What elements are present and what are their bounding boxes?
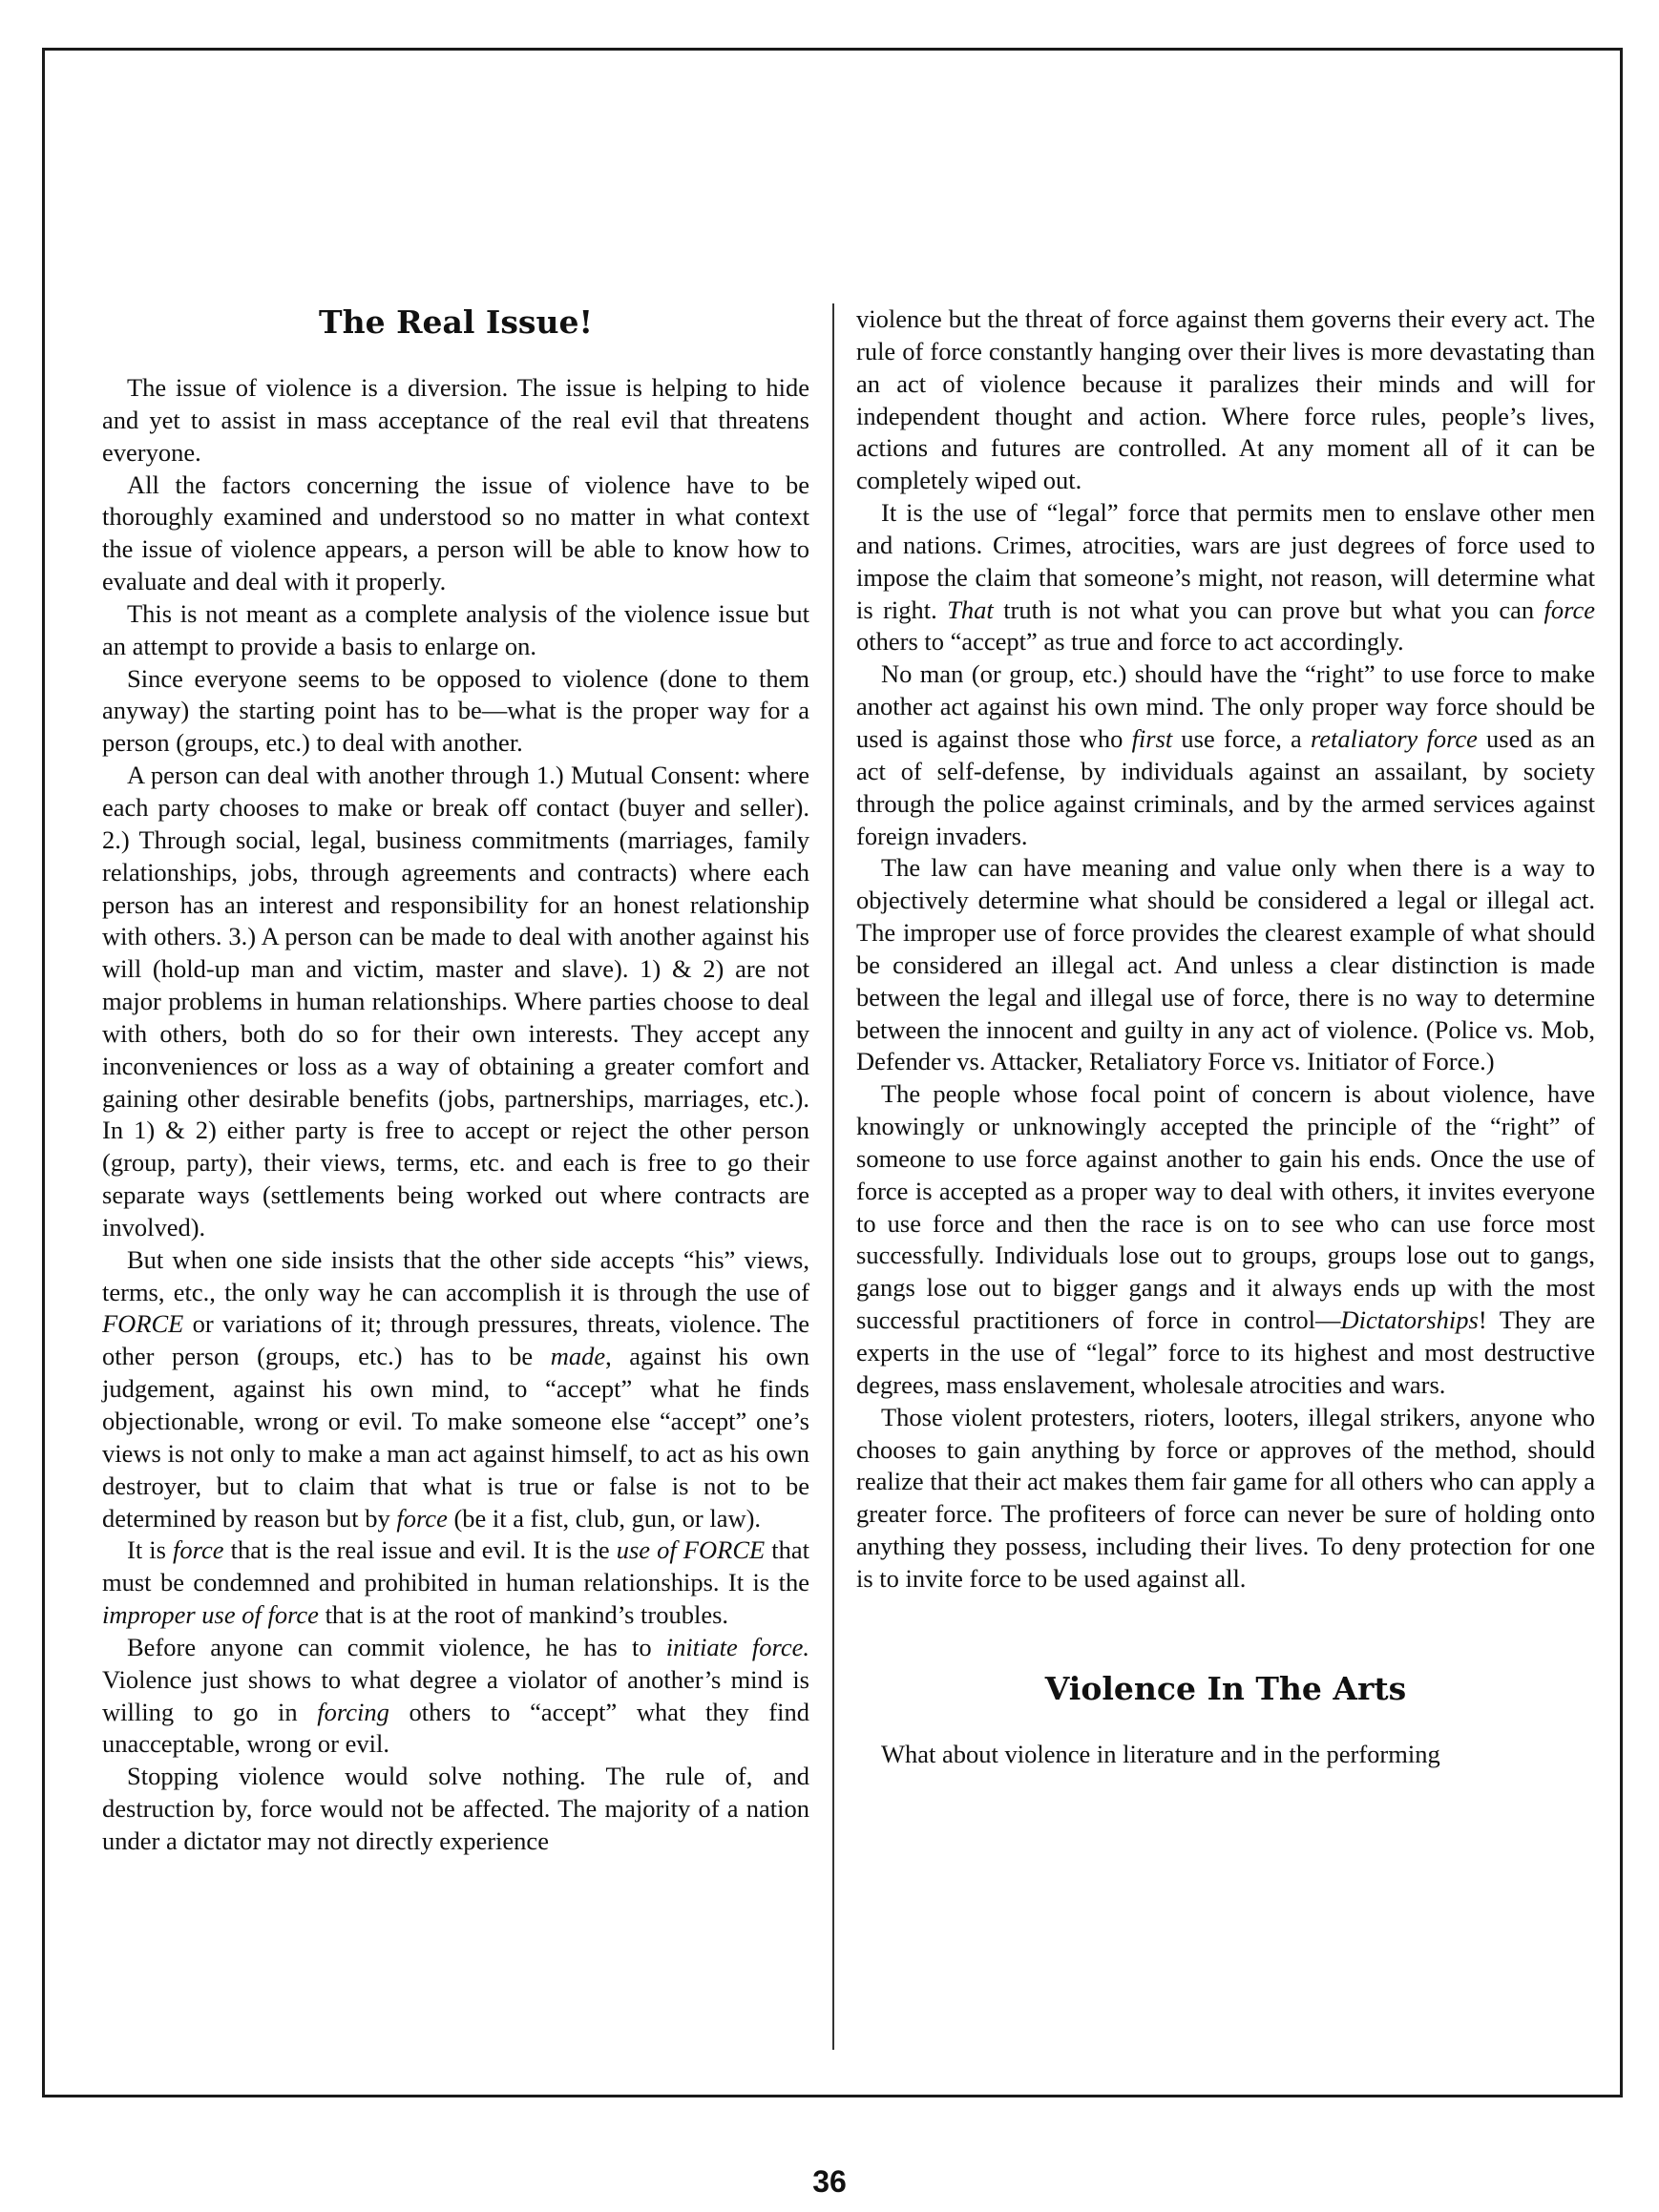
paragraph-text: (be it a fist, club, gun, or law). [447,1503,762,1533]
paragraph-text: , against his own judgement, against his own mind, to “accept” what he finds objectionable, wrong or evil. To make someone else “accept” one’s views is not only to make a man act against himself, to act as his own destroyer, but to claim that what is true or false is not to be determined by reason but by [102,1342,809,1533]
section-title-real-issue: The Real Issue! [319,303,593,341]
paragraph [102,1632,809,1761]
paragraph [856,497,1595,658]
paragraph-text: Before anyone can commit violence, he has to [127,1632,666,1661]
paragraph-text: This is not meant as a complete analysis of the violence issue but an attempt to provide a basis to enlarge on. [102,598,809,660]
paragraph [102,1244,809,1535]
emphasis-text: FORCE [102,1309,184,1339]
paragraph-text: Those violent protesters, rioters, looters, illegal strikers, anyone who chooses to gain anything by force or approves of the method, should realize that their act makes them fair game for all others who can apply a greater force. The profiteers of force can never be sure of holding onto anything they possess, including their lives. To deny protection for one is to invite force to be used against all. [856,1402,1595,1593]
emphasis-text: retaliatory force [1310,723,1478,753]
left-column [102,303,809,1858]
emphasis-text: made [550,1342,606,1371]
page-number: 36 [812,2164,847,2199]
paragraph [102,372,809,470]
paragraph [102,598,809,663]
paragraph-text: The people whose focal point of concern is about violence, have knowingly or unknowingly accepted the principle of the “right” of someone to use force against another to gain his ends. Once the use of force is accepted as a proper way to deal with others, it invites everyone to use force and then the race is on to see who can use force most successfully. Individuals lose out to groups, groups lose out to gangs, gangs lose out to bigger gangs and it always ends up with the most successful practitioners of force in control— [856,1079,1595,1335]
emphasis-text: use of FORCE [616,1535,766,1565]
paragraph-text: ! They are experts in the use of “legal” force to its highest and most destructive degrees, mass enslavement, wholesale atrocities and wars. [856,1305,1595,1399]
emphasis-text: That [947,595,994,624]
paragraph-text: that must be condemned and prohibited in human relationships. It is the [102,1535,810,1597]
paragraph [102,663,809,761]
paragraph [856,1739,1595,1771]
column-divider [832,303,834,2050]
paragraph-text: It is the use of “legal” force that permits men to enslave other men and nations. Crimes, atrocities, wars are just degrees of force used to impose the claim that someone’s might, not reason, will determine what is right. [856,498,1595,624]
paragraph-text: The law can have meaning and value only when there is a way to objectively determine what should be considered a legal or illegal act. The improper use of force provides the clearest example of what should be considered an illegal act. And unless a clear distinction is made between the legal and illegal use of force, there is no way to determine between the innocent and guilty in any act of violence. (Police vs. Mob, Defender vs. Attacker, Retaliatory Force vs. Initiator of Force.) [856,853,1595,1076]
paragraph-text: A person can deal with another through 1.) Mutual Consent: where each party chooses to make or break off contact (buyer and seller). 2.) Through social, legal, business commitments (marriages, family relationships, jobs, through agreements and contracts) where each person has an interest and responsibility for an honest relationship with others. 3.) A person can be made to deal with another against his will (hold-up man and victim, master and slave). 1) & 2) are not major problems in human relationships. Where parties choose to deal with others, both do so for their own interests. They accept any inconveniences or loss as a way of obtaining a greater comfort and gaining other desirable benefits (jobs, partnerships, marriages, etc.). In 1) & 2) either party is free to accept or reject the other person (group, party), their views, terms, etc. and each is free to go their separate ways (settlements being worked out where contracts are involved). [102,761,809,1242]
emphasis-text: force [1544,595,1595,624]
paragraph-text: truth is not what you can prove but what you can [993,595,1544,624]
paragraph-text: violence but the threat of force against them governs their every act. The rule of force constantly hanging over their lives is more devastating than an act of violence because it paralizes their minds and will for independent thought and action. Where force rules, people’s lives, actions and futures are controlled. At any moment all of it can be completely wiped out. [856,304,1595,495]
paragraph-text: No man (or group, etc.) should have the “right” to use force to make another act against his own mind. The only proper way force should be used is against those who [856,659,1595,753]
real-issue-body-continued [856,303,1595,1596]
paragraph [856,1078,1595,1401]
paragraph-text: that is at the root of mankind’s troubles. [318,1600,729,1630]
section-title-violence-in-arts: Violence In The Arts [1044,1669,1407,1707]
paragraph [856,658,1595,852]
paragraph-text: What about violence in literature and in the performing [881,1739,1440,1768]
paragraph [856,1402,1595,1596]
paragraph [102,1534,809,1632]
paragraph-text: All the factors concerning the issue of violence have to be thoroughly examined and understood so no matter in what context the issue of violence appears, a person will be able to know how to evaluate and deal with it properly. [102,470,809,596]
real-issue-body [102,372,809,1858]
paragraph-text: But when one side insists that the other side accepts “his” views, terms, etc., the only way he can accomplish it is through the use of [102,1244,809,1306]
paragraph [102,1761,809,1858]
paragraph-text: use force, a [1172,723,1311,753]
emphasis-text: force [396,1503,448,1533]
paragraph-text: Stopping violence would solve nothing. The rule of, and destruction by, force would not be affected. The majority of a nation under a dictator may not directly experience [102,1762,809,1855]
paragraph [102,470,809,598]
paragraph [856,852,1595,1078]
paragraph-text: others to “accept” as true and force to act accordingly. [856,627,1404,657]
violence-in-arts-body [856,1739,1595,1771]
right-column [856,303,1595,1771]
paragraph-text: Violence just shows to what degree a violator of another’s mind is willing to go in [102,1664,809,1726]
emphasis-text: initiate force. [665,1632,809,1661]
paragraph-text: that is the real issue and evil. It is the [223,1535,617,1565]
paragraph-text: The issue of violence is a diversion. The issue is helping to hide and yet to assist in mass acceptance of the real evil that threatens everyone. [102,373,809,467]
paragraph [102,760,809,1244]
emphasis-text: improper use of force [102,1600,319,1630]
emphasis-text: Dictatorships [1340,1305,1479,1335]
paragraph-text: It is [127,1535,174,1565]
paragraph [856,303,1595,497]
paragraph-text: used as an act of self-defense, by individuals against an assailant, by society through the police against criminals, and by the armed services against foreign invaders. [856,723,1595,850]
emphasis-text: force [173,1535,224,1565]
paragraph-text: or variations of it; through pressures, threats, violence. The other person (groups, etc.) has to be [102,1309,809,1371]
paragraph-text: Since everyone seems to be opposed to violence (done to them anyway) the starting point has to be—what is the proper way for a person (groups, etc.) to deal with another. [102,663,809,758]
emphasis-text: forcing [317,1697,389,1726]
paragraph-text: others to “accept” what they find unacceptable, wrong or evil. [102,1697,809,1759]
emphasis-text: first [1131,723,1173,753]
